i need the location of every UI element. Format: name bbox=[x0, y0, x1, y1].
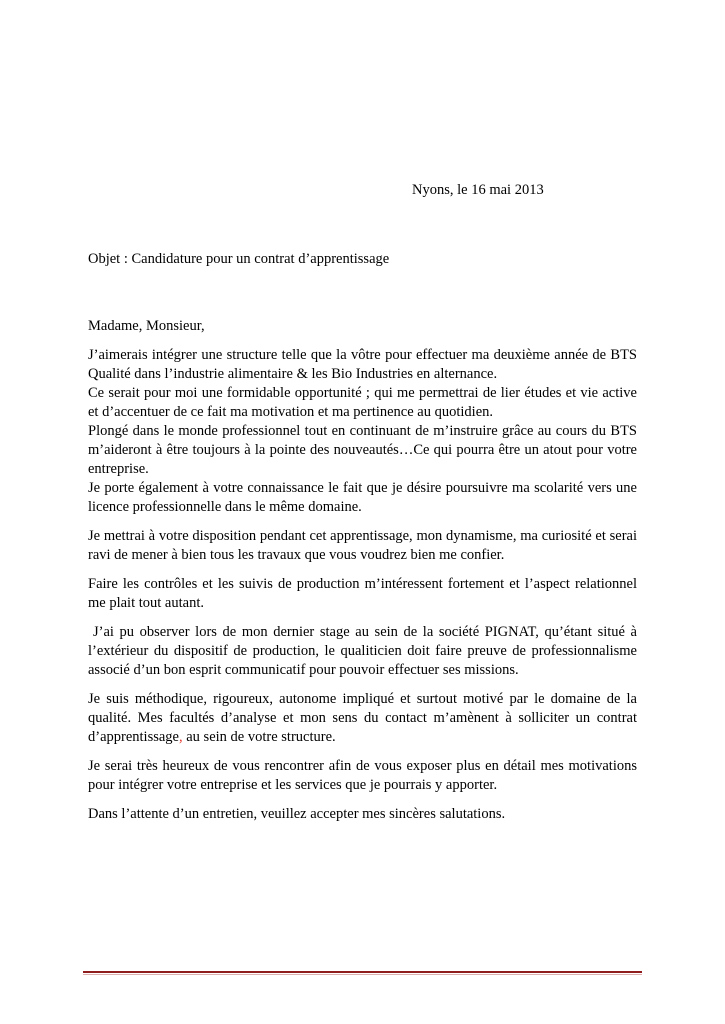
paragraph-disposition: Je mettrai à votre disposition pendant cet apprentissage, mon dynamisme, ma curiosité et serai ravi de mener à bien tous les travaux que vous voudrez bien me confier. bbox=[88, 528, 637, 563]
paragraph-line: Plongé dans le monde professionnel tout en continuant de m’instruire grâce au cours du BTS m’aideront à être toujours à la pointe des nouveautés…Ce qui pourra être un atout pour votre entreprise. bbox=[88, 423, 637, 477]
paragraph-controles: Faire les contrôles et les suivis de production m’intéressent fortement et l’aspect relationnel me plait tout autant. bbox=[88, 576, 637, 611]
paragraph-rencontre: Je serai très heureux de vous rencontrer afin de vous exposer plus en détail mes motivations pour intégrer votre entreprise et les services que je pourrais y apporter. bbox=[88, 758, 637, 793]
footer-rule bbox=[83, 971, 642, 975]
paragraph-intro bbox=[88, 346, 637, 517]
salutation: Madame, Monsieur, bbox=[88, 318, 205, 334]
paragraph-text: au sein de votre structure. bbox=[182, 729, 336, 745]
letter-body bbox=[88, 181, 637, 824]
paragraph-qualites bbox=[88, 690, 637, 747]
paragraph-line: J’aimerais intégrer une structure telle que la vôtre pour effectuer ma deuxième année de BTS Qualité dans l’industrie alimentaire & les Bio Industries en alternance. bbox=[88, 347, 637, 382]
paragraph-text: Je suis méthodique, rigoureux, autonome impliqué et surtout motivé par le domaine de la qualité. Mes facultés d’analyse et mon sens du contact m’amènent à solliciter un contrat d’apprentissage bbox=[88, 691, 637, 745]
paragraph-stage-pignat: J’ai pu observer lors de mon dernier stage au sein de la société PIGNAT, qu’étant situé à l’extérieur du dispositif de production, le qualiticien doit faire preuve de professionnalisme associé d’un bon esprit communicatif pour pouvoir effectuer ses missions. bbox=[88, 624, 637, 678]
paragraph-line: Je porte également à votre connaissance le fait que je désire poursuivre ma scolarité vers une licence professionnelle dans le même domaine. bbox=[88, 480, 637, 515]
date-line: Nyons, le 16 mai 2013 bbox=[412, 182, 544, 198]
closing-line: Dans l’attente d’un entretien, veuillez accepter mes sincères salutations. bbox=[88, 806, 506, 822]
paragraph-line: Ce serait pour moi une formidable opportunité ; qui me permettrai de lier études et vie active et d’accentuer de ce fait ma motivation et ma pertinence au quotidien. bbox=[88, 385, 637, 420]
red-comma-mark: , bbox=[179, 729, 183, 745]
subject-line: Objet : Candidature pour un contrat d’apprentissage bbox=[88, 251, 390, 267]
